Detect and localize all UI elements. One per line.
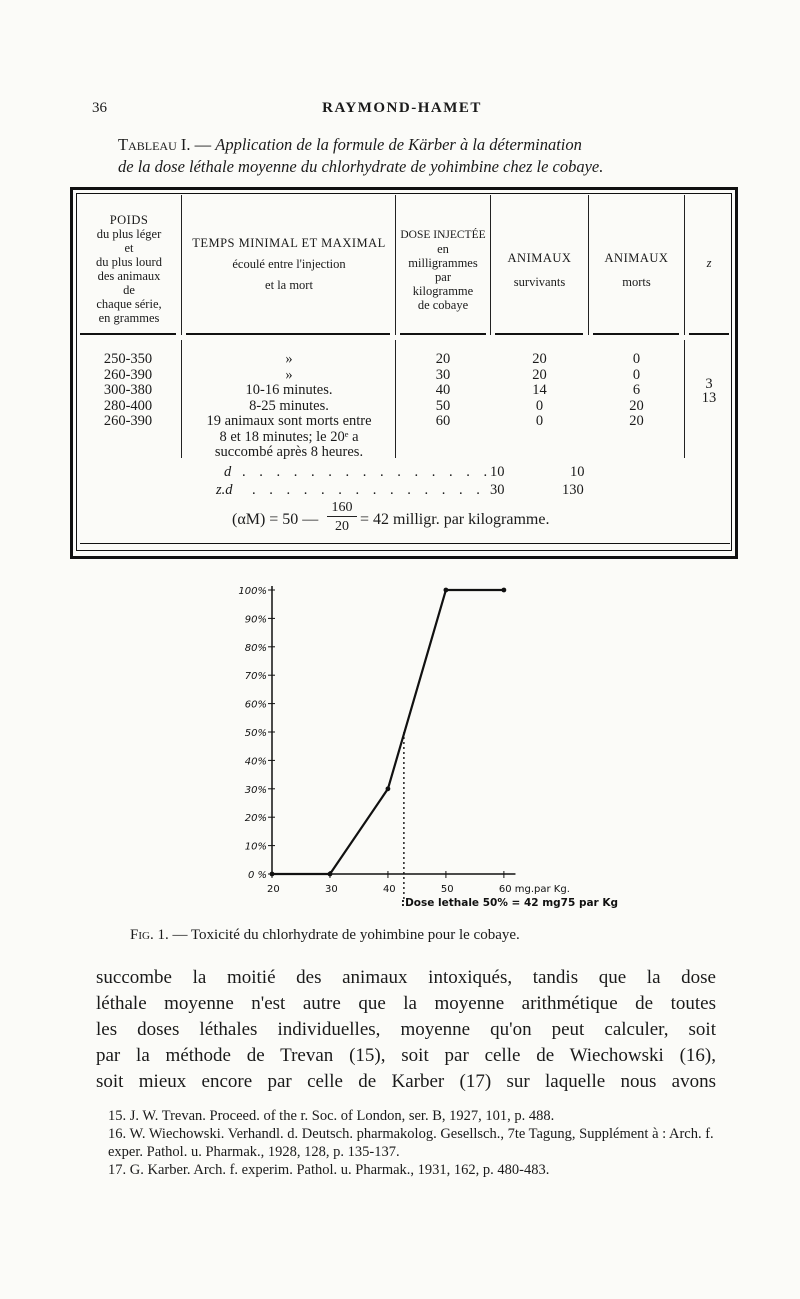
table-cell: 20	[532, 366, 547, 383]
y-tick-label: 50%	[244, 728, 267, 739]
table-cell: 300-380	[103, 382, 153, 398]
col-z	[685, 377, 733, 405]
table-caption	[118, 134, 718, 178]
table-cell: 0	[632, 366, 641, 383]
summary-d-label: d	[224, 464, 232, 480]
col-survivants	[491, 352, 588, 430]
table-cell: »	[285, 351, 293, 367]
table-cell: 20	[435, 351, 451, 367]
table-cell: 19 animaux sont morts entre	[206, 413, 372, 429]
header-dose: DOSE INJECTÉE en milligrammes par kilogramme de cobaye	[400, 229, 486, 312]
table-cell: 8 et 18 minutes; le 20ᵉ a	[219, 428, 359, 445]
body-paragraph	[96, 965, 716, 1095]
header-rule	[689, 333, 729, 335]
data-point	[444, 588, 449, 593]
figure-caption-label: Fig. 1.	[130, 927, 169, 943]
header-morts: ANIMAUX morts	[604, 251, 669, 289]
table-cell: 20	[629, 397, 644, 414]
table-bottom-rule	[80, 543, 730, 544]
table-cell: 0	[535, 397, 544, 414]
col-morts	[589, 352, 684, 430]
chart-plot	[238, 586, 618, 909]
table-cell: 0	[535, 413, 544, 429]
y-tick-label: 60%	[244, 699, 267, 711]
table-cell: 14	[532, 382, 547, 398]
header-temps: TEMPS MINIMAL ET MAXIMAL écoulé entre l'injection et la mort	[192, 236, 386, 292]
summary-zd-value: 30	[490, 482, 505, 498]
header-z: z	[706, 256, 712, 270]
running-head	[92, 100, 712, 122]
body-line: léthale moyenne n'est autre que la moyenne arithmétique de toutes	[96, 993, 716, 1014]
table-cell: 40	[435, 382, 451, 398]
col-divider	[181, 195, 182, 335]
x-tick-label: 40	[382, 884, 396, 895]
header-poids: POIDS du plus léger et du plus lourd des animaux de chaque série, en grammes	[96, 213, 162, 325]
summary-d-dots: . . . . . . . . . . . . . . .	[242, 464, 493, 480]
x-tick-label: 60 mg.par Kg.	[498, 884, 570, 895]
x-tick-label: 20	[267, 884, 280, 895]
body-line: les doses léthales individuelles, moyenne qu'on peut calculer, soit	[96, 1019, 716, 1040]
summary-zd-value: 130	[562, 482, 584, 498]
table-caption-line1: Application de la formule de Kärber à la détermination	[215, 135, 582, 154]
y-tick-label: 30%	[244, 784, 267, 796]
references	[96, 1107, 726, 1179]
table-cell: 20	[629, 413, 644, 429]
figure-caption	[130, 927, 690, 944]
col-temps	[184, 352, 394, 461]
table-cell: 60	[435, 413, 451, 429]
y-tick-label: 40%	[244, 756, 267, 768]
body-line: soit mieux encore par celle de Karber (17) sur laquelle nous avons	[96, 1071, 716, 1092]
summary-zd-label: z.d	[216, 482, 233, 498]
figure-caption-text: — Toxicité du chlorhydrate de yohimbine pour le cobaye.	[172, 927, 520, 943]
col-divider	[181, 340, 182, 458]
y-tick-label: 90%	[244, 614, 267, 626]
table-cell: 10-16 minutes.	[245, 382, 333, 398]
table-caption-dash: —	[194, 135, 212, 154]
formula-numerator: 160	[327, 500, 357, 517]
table-cell: 13	[701, 390, 717, 406]
header-rule	[186, 333, 390, 335]
table-caption-label: Tableau I.	[118, 135, 191, 154]
formula-rhs: = 42 milligr. par kilogramme.	[360, 511, 550, 528]
col-dose	[396, 352, 490, 430]
table-cell: »	[285, 366, 293, 383]
table-caption-line2: de la dose léthale moyenne du chlorhydrate de yohimbine chez le cobaye.	[118, 157, 604, 176]
y-tick-label: 80%	[244, 642, 267, 654]
header-survivants: ANIMAUX survivants	[507, 251, 572, 289]
header-rule	[495, 333, 583, 335]
table-cell: 260-390	[103, 366, 153, 383]
table-cell: 0	[632, 351, 641, 367]
table-cell: 8-25 minutes.	[249, 397, 329, 414]
reference-17: 17. G. Karber. Arch. f. experim. Pathol. u. Pharmak., 1931, 162, p. 480-483.	[108, 1162, 550, 1178]
table-cell: 280-400	[103, 397, 153, 414]
summary-d-value: 10	[570, 464, 585, 480]
running-title: RAYMOND-HAMET	[322, 100, 482, 116]
table-cell: 50	[435, 397, 451, 414]
series-line	[272, 590, 504, 874]
data-point	[501, 588, 506, 593]
y-tick-label: 20%	[244, 813, 267, 825]
y-tick-label: 100%	[238, 586, 267, 597]
toxicity-chart	[220, 580, 620, 920]
x-tick-label: 50	[440, 884, 454, 895]
summary-d-value: 10	[490, 464, 505, 480]
body-line: par la méthode de Trevan (15), soit par celle de Wiechowski (16),	[96, 1045, 716, 1066]
body-line: succombe la moitié des animaux intoxiqués, tandis que la dose	[96, 967, 716, 988]
header-rule	[593, 333, 679, 335]
reference-16: 16. W. Wiechowski. Verhandl. d. Deutsch. pharmakolog. Gesellsch., 7te Tagung, Supplément à : Arch. f. exper. Pathol. u. Pharmak., 1928, 128, p. 135-137.	[108, 1126, 714, 1160]
formula-lhs: (αM) = 50 —	[232, 511, 319, 528]
header-rule	[80, 333, 176, 335]
dose-annotation: :Dose lethale 50% = 42 mg75 par Kg	[400, 897, 619, 909]
header-rule	[400, 333, 486, 335]
table-cell: 30	[435, 366, 451, 383]
formula-denominator: 20	[335, 519, 349, 534]
summary-zd-dots: . . . . . . . . . . . . . .	[252, 482, 485, 498]
col-poids	[78, 352, 178, 430]
data-point	[328, 872, 333, 877]
table-cell: 3	[705, 376, 713, 392]
x-tick-label: 30	[324, 884, 338, 895]
table-cell: succombé après 8 heures.	[214, 444, 364, 460]
reference-15: 15. J. W. Trevan. Proceed. of the r. Soc. of London, ser. B, 1927, 101, p. 488.	[108, 1108, 555, 1124]
y-tick-label: 10%	[244, 841, 267, 853]
table-cell: 6	[632, 382, 641, 398]
y-tick-label: 0 %	[247, 870, 267, 881]
table-cell: 260-390	[103, 413, 153, 429]
table-cell: 20	[532, 351, 547, 367]
y-tick-label: 70%	[244, 671, 267, 683]
data-point	[386, 786, 391, 791]
page-number: 36	[92, 100, 107, 116]
table-cell: 250-350	[103, 351, 153, 367]
data-point	[270, 872, 275, 877]
